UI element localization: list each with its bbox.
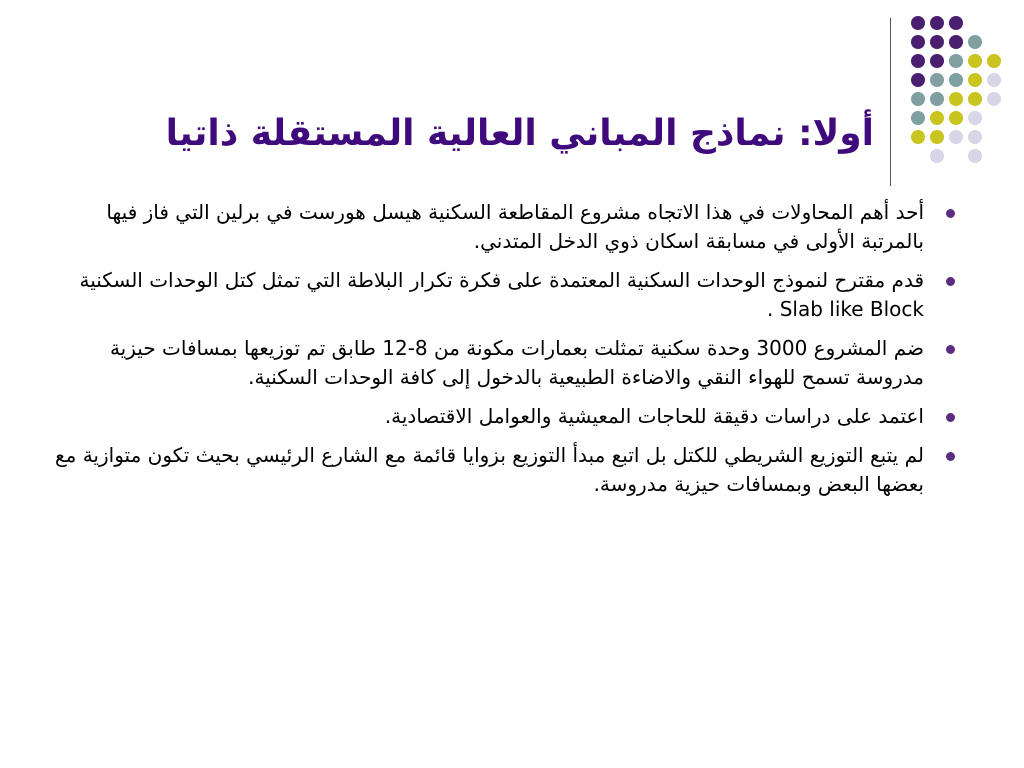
bullet-marker-icon (946, 413, 955, 422)
decorative-dot (930, 54, 944, 68)
bullet-item-1 (40, 198, 954, 256)
decorative-dot (930, 111, 944, 125)
decorative-dot (949, 16, 963, 30)
bullet-text-1: أحد أهم المحاولات في هذا الاتجاه مشروع المقاطعة السكنية هيسل هورست في برلين التي فاز فيها بالمرتبة الأولى في مسابقة اسكان ذوي الدخل المتدني. (106, 200, 924, 253)
decorative-dot (968, 130, 982, 144)
bullet-marker-icon (946, 452, 955, 461)
decorative-dot (949, 111, 963, 125)
decorative-dot (911, 92, 925, 106)
decorative-dot (911, 111, 925, 125)
decorative-dot (968, 35, 982, 49)
decorative-dot (968, 73, 982, 87)
decorative-dot (930, 16, 944, 30)
slide-title: أولا: نماذج المباني العالية المستقلة ذاتيا (165, 113, 874, 155)
bullet-item-4 (40, 402, 954, 431)
bullet-text-3: ضم المشروع 3000 وحدة سكنية تمثلت بعمارات مكونة من 8-12 طابق تم توزيعها بمسافات حيزية مدروسة تسمح للهواء النقي والاضاءة الطبيعية بالدخول إلى كافة الوحدات السكنية. (109, 336, 924, 389)
decorative-dot (968, 54, 982, 68)
bullet-list (40, 198, 954, 509)
decorative-dot-grid (910, 15, 1010, 165)
bullet-text-5: لم يتبع التوزيع الشريطي للكتل بل اتبع مبدأ التوزيع بزوايا قائمة مع الشارع الرئيسي بحيث تكون متوازية مع بعضها البعض وبمسافات حيزية مدروسة. (54, 443, 924, 496)
decorative-dot (949, 73, 963, 87)
decorative-dot (968, 92, 982, 106)
decorative-dot (930, 130, 944, 144)
decorative-dot (949, 35, 963, 49)
decorative-dot (911, 16, 925, 30)
bullet-item-2 (40, 266, 954, 324)
decorative-dot (911, 35, 925, 49)
bullet-item-3 (40, 334, 954, 392)
decorative-dot (949, 130, 963, 144)
decorative-dot (930, 35, 944, 49)
decorative-dot (968, 111, 982, 125)
vertical-divider-line (890, 18, 891, 186)
decorative-dot (930, 149, 944, 163)
bullet-marker-icon (946, 277, 955, 286)
bullet-text-2: قدم مقترح لنموذج الوحدات السكنية المعتمدة على فكرة تكرار البلاطة التي تمثل كتل الوحدات السكنية Slab like Block . (79, 268, 924, 321)
decorative-dot (987, 54, 1001, 68)
decorative-dot (949, 54, 963, 68)
bullet-item-5 (40, 441, 954, 499)
decorative-dot (987, 92, 1001, 106)
decorative-dot (930, 92, 944, 106)
decorative-dot (911, 54, 925, 68)
decorative-dot (987, 73, 1001, 87)
decorative-dot (930, 73, 944, 87)
decorative-dot (949, 92, 963, 106)
decorative-dot (911, 130, 925, 144)
bullet-marker-icon (946, 345, 955, 354)
decorative-dot (968, 149, 982, 163)
decorative-dot (911, 73, 925, 87)
bullet-marker-icon (946, 209, 955, 218)
bullet-text-4: اعتمد على دراسات دقيقة للحاجات المعيشية والعوامل الاقتصادية. (384, 404, 924, 428)
